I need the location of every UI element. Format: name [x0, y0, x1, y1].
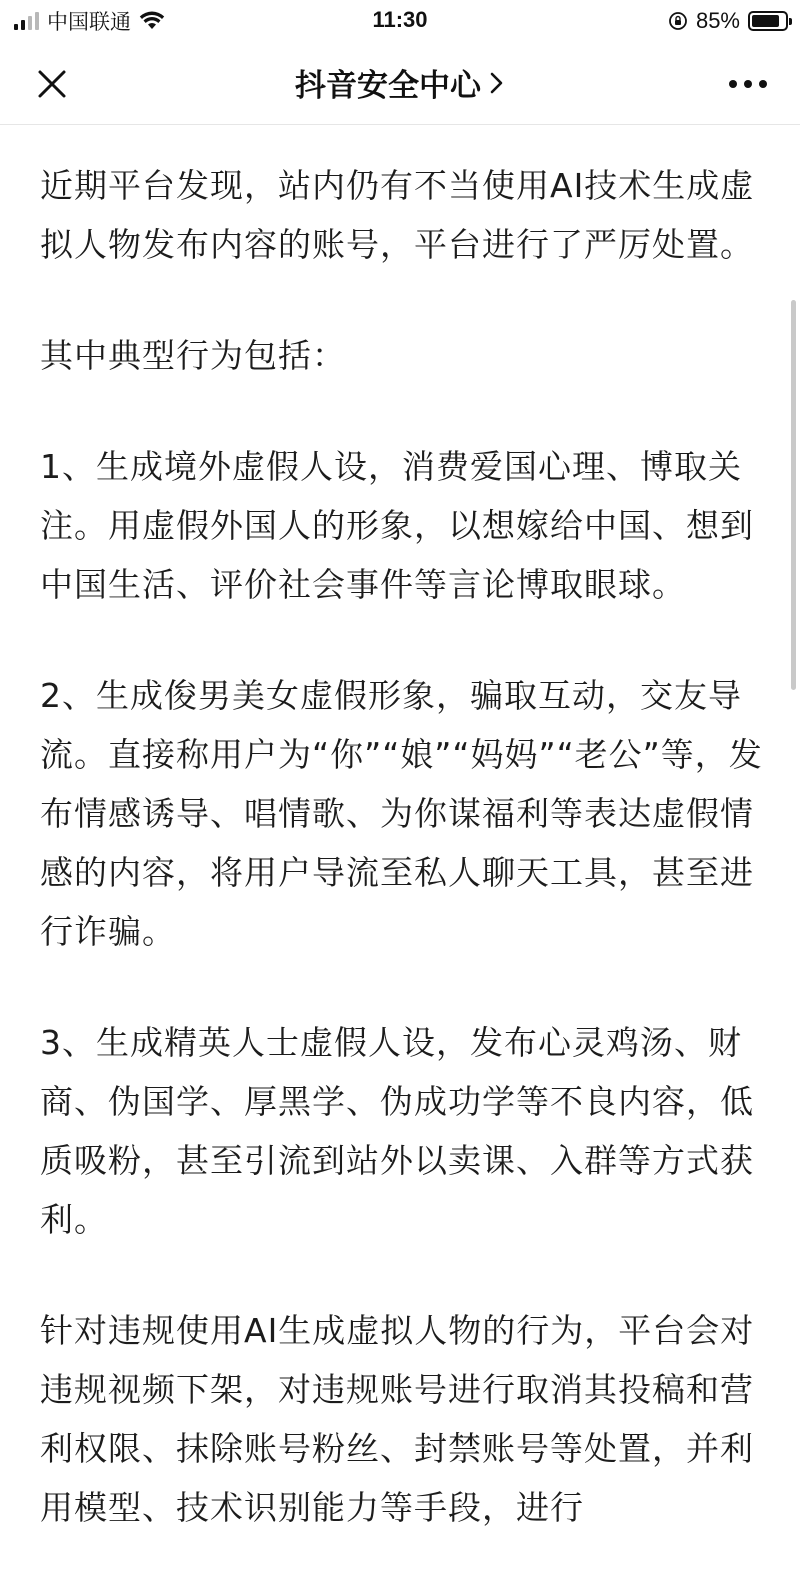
article-paragraph: 1、生成境外虚假人设，消费爱国心理、博取关注。用虚假外国人的形象，以想嫁给中国、想到中国生活、评价社会事件等言论博取眼球。 — [40, 447, 754, 604]
article-paragraph: 3、生成精英人士虚假人设，发布心灵鸡汤、财商、伪国学、厚黑学、伪成功学等不良内容，低质吸粉，甚至引流到站外以卖课、入群等方式获利。 — [40, 1023, 754, 1239]
article-paragraph: 其中典型行为包括： — [40, 336, 346, 375]
article-paragraph: 近期平台发现，站内仍有不当使用AI技术生成虚拟人物发布内容的账号，平台进行了严厉处置。 — [40, 166, 755, 264]
status-bar — [0, 0, 800, 42]
more-button[interactable] — [724, 64, 772, 104]
nav-bar — [0, 42, 800, 125]
scrollbar-thumb[interactable] — [791, 300, 796, 690]
battery-percent: 85% — [695, 8, 740, 33]
article-body — [40, 156, 764, 1589]
orientation-lock-icon — [668, 11, 688, 31]
status-bar-right — [668, 7, 788, 35]
nav-title-link[interactable] — [295, 60, 505, 105]
page-title: 抖音安全中心 — [295, 68, 481, 104]
battery-fill — [752, 15, 779, 27]
nav-title-wrap — [0, 60, 800, 105]
carrier-name: 中国联通 — [47, 10, 131, 34]
more-icon — [728, 79, 768, 89]
chevron-right-icon — [489, 71, 505, 95]
article-paragraph: 2、生成俊男美女虚假形象，骗取互动，交友导流。直接称用户为“你”“娘”“妈妈”“老公”等，发布情感诱导、唱情歌、为你谋福利等表达虚假情感的内容，将用户导流至私人聊天工具，甚至进行诈骗。 — [40, 676, 763, 951]
status-time: 11:30 — [372, 7, 428, 32]
battery-icon — [748, 11, 788, 31]
article-paragraph: 针对违规使用AI生成虚拟人物的行为，平台会对违规视频下架，对违规账号进行取消其投稿和营利权限、抹除账号粉丝、封禁账号等处置，并利用模型、技术识别能力等手段，进行 — [40, 1311, 755, 1527]
